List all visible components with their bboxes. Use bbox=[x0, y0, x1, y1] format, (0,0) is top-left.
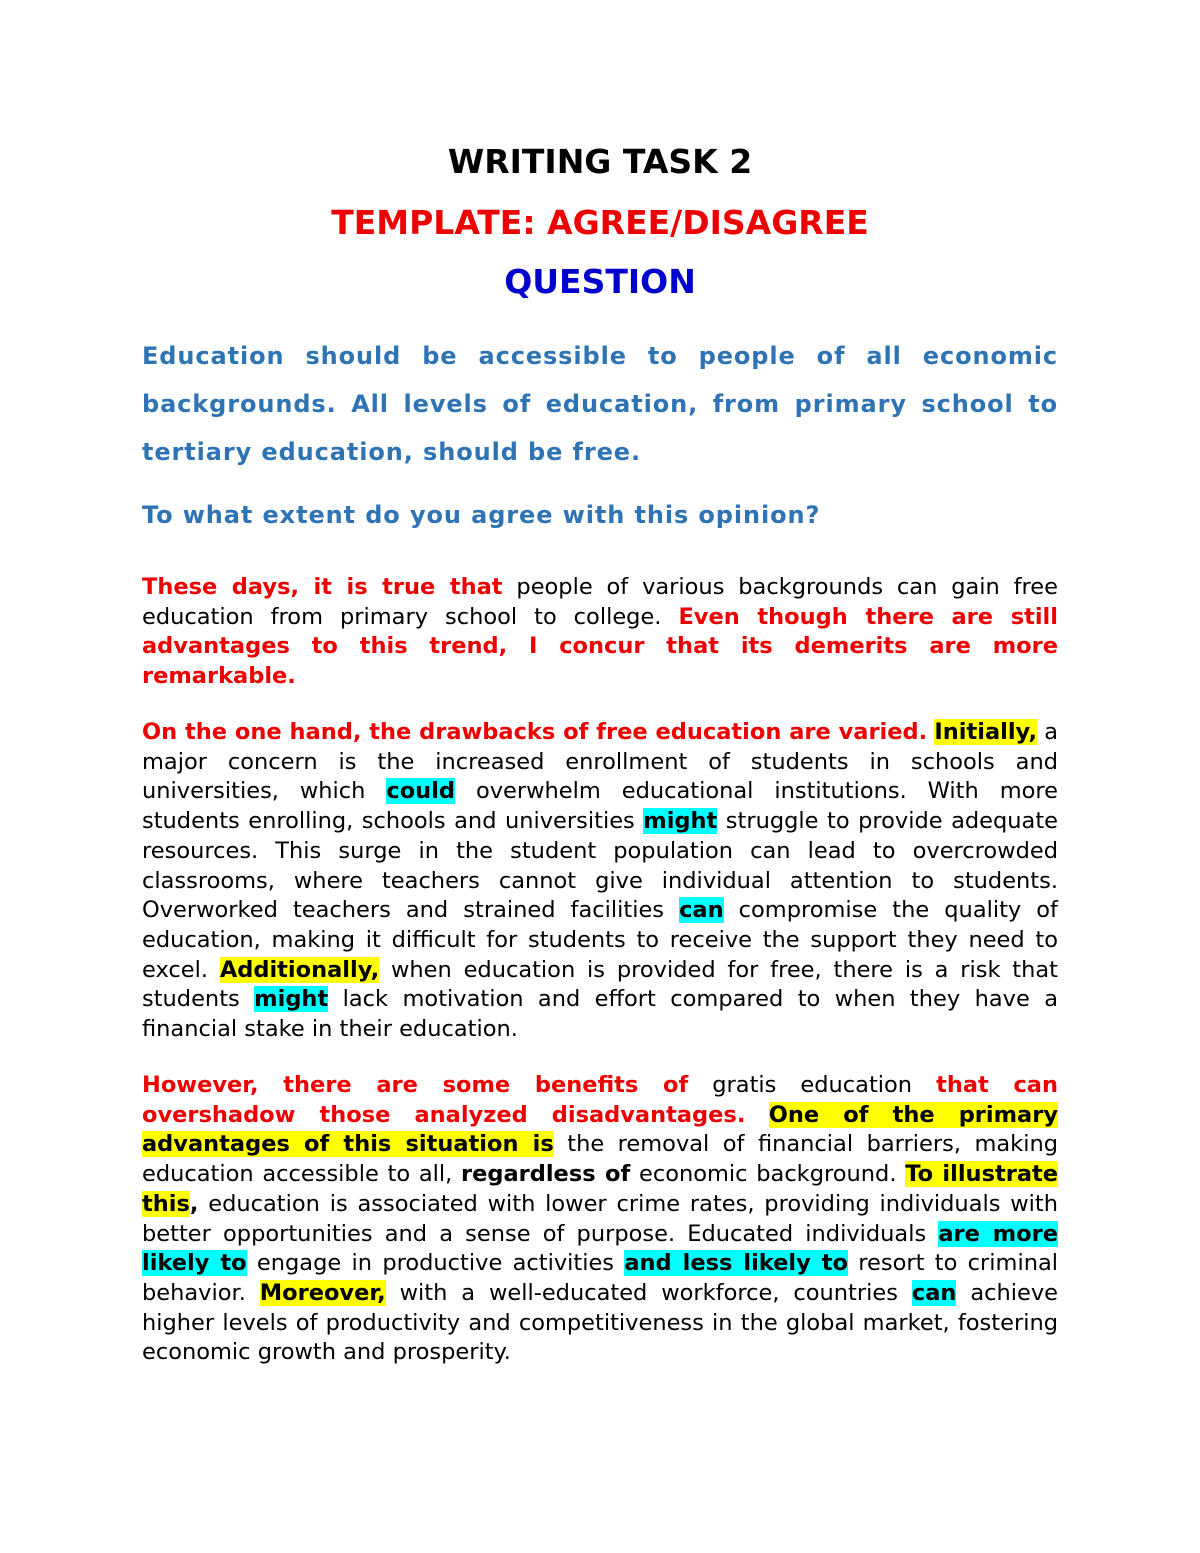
question-ask: To what extent do you agree with this opinion? bbox=[142, 501, 821, 529]
text-run: overwhelm educational institutions. With more students enrolling, schools and universities bbox=[142, 778, 1058, 835]
cyan-highlight: can bbox=[679, 897, 724, 924]
text-run: with a well-educated workforce, countries bbox=[385, 1279, 912, 1306]
body-paragraph-1 bbox=[142, 718, 1058, 1045]
document-title: WRITING TASK 2 bbox=[447, 142, 753, 181]
cyan-highlight: and less likely to bbox=[624, 1250, 848, 1277]
red-phrase: that can overshadow those analyzed disadvantages. bbox=[142, 1072, 1059, 1128]
red-phrase: These days, it is true that bbox=[142, 574, 503, 600]
cyan-highlight: are more likely to bbox=[142, 1220, 1058, 1277]
text-run: the removal of financial barriers, making education accessible to all, bbox=[142, 1131, 1058, 1188]
text-run: compromise the quality of education, making it difficult for students to receive the support they need to excel. bbox=[142, 897, 1058, 983]
cyan-highlight: might bbox=[254, 986, 329, 1013]
yellow-highlight: Initially, bbox=[934, 719, 1038, 745]
text-run: gratis education bbox=[688, 1072, 937, 1098]
text-run: achieve higher levels of productivity and competitiveness in the global market, fostering economic growth and prosperity. bbox=[142, 1279, 1058, 1366]
text-run: economic background. bbox=[630, 1161, 906, 1188]
cyan-highlight: could bbox=[386, 778, 456, 805]
text-run: lack motivation and effort compared to when they have a financial stake in their education. bbox=[142, 986, 1059, 1043]
text-run bbox=[745, 1102, 768, 1128]
red-phrase: On the one hand, the drawbacks of free education are varied. bbox=[142, 719, 928, 745]
yellow-highlight: Additionally, bbox=[219, 956, 380, 983]
yellow-highlight: To illustrate this bbox=[142, 1161, 1059, 1217]
cyan-highlight: might bbox=[643, 808, 718, 835]
text-run: engage in productive activities bbox=[246, 1250, 625, 1277]
red-phrase: Even though there are still advantages to this trend, I concur that its demerits are more remarkable. bbox=[142, 603, 1058, 690]
cyan-highlight: can bbox=[911, 1279, 957, 1306]
template-heading: TEMPLATE: AGREE/DISAGREE bbox=[331, 203, 869, 242]
text-run: struggle to provide adequate resources. This surge in the student population can lead to overcrowded classrooms, where teachers cannot give individual attention to students. Overworked teachers and strained facilities bbox=[142, 808, 1058, 924]
yellow-highlight: One of the primary advantages of this situation is bbox=[142, 1101, 1058, 1158]
red-phrase: However, there are some benefits of bbox=[142, 1072, 689, 1098]
question-heading: QUESTION bbox=[504, 262, 696, 301]
bold-phrase: regardless of bbox=[461, 1161, 631, 1188]
intro-paragraph bbox=[142, 573, 1058, 692]
text-run: when education is provided for free, there is a risk that students bbox=[142, 956, 1058, 1013]
text-run: a major concern is the increased enrollment of students in schools and universities, which bbox=[142, 719, 1058, 805]
yellow-highlight: Moreover, bbox=[259, 1279, 386, 1306]
bold-phrase: , bbox=[189, 1190, 199, 1217]
body-paragraph-2 bbox=[142, 1071, 1058, 1368]
text-run: resort to criminal behavior. bbox=[142, 1250, 1058, 1306]
text-run: education is associated with lower crime rates, providing individuals with better opportunities and a sense of purpose. Educated individuals bbox=[142, 1190, 1058, 1247]
question-prompt: Education should be accessible to people of all economic backgrounds. All levels of education, from primary school to tertiary education, should be free. bbox=[142, 342, 1058, 466]
text-run: people of various backgrounds can gain free education from primary school to college. bbox=[142, 574, 1058, 630]
